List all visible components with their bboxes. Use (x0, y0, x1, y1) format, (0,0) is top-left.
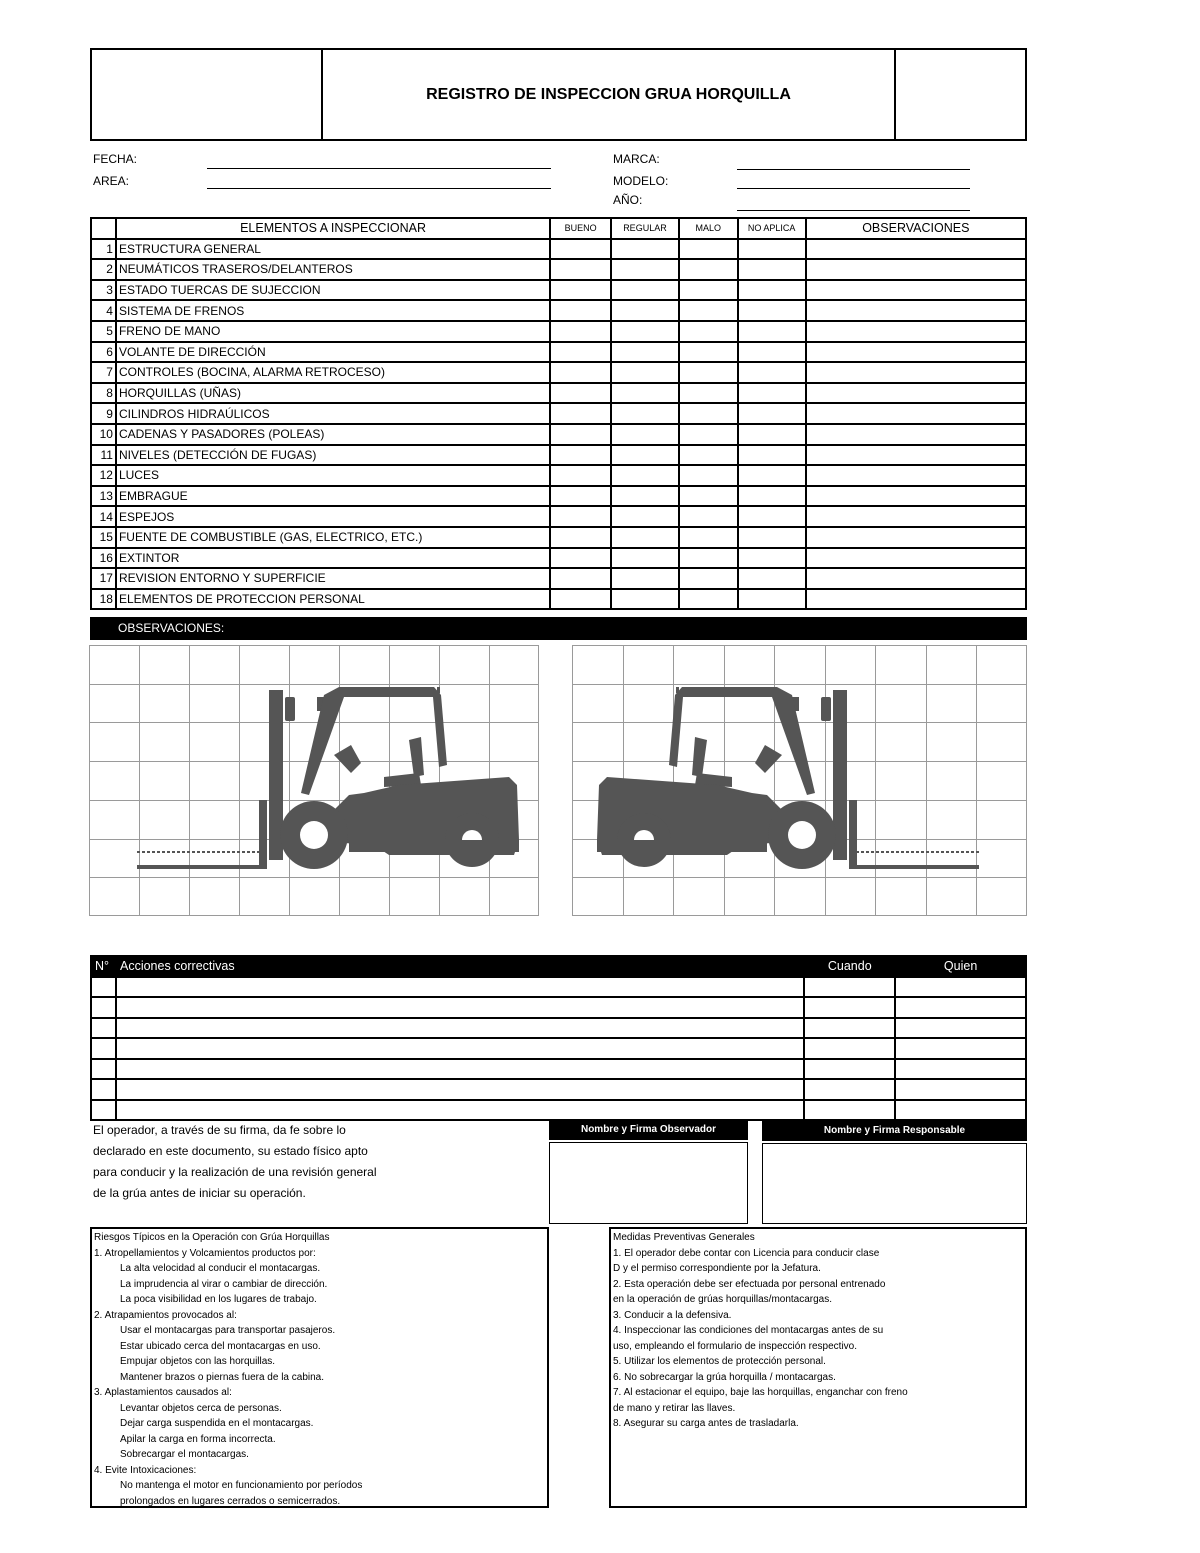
no-aplica-cell[interactable] (738, 300, 806, 321)
item-label: SISTEMA DE FRENOS (116, 300, 550, 321)
item-number: 10 (91, 424, 116, 445)
action-num-cell[interactable] (91, 1079, 116, 1100)
bueno-cell[interactable] (550, 321, 611, 342)
risk-line: Levantar objetos cerca de personas. (120, 1402, 282, 1414)
declaration-line: El operador, a través de su firma, da fe sobre lo (93, 1123, 346, 1137)
anio-label: AÑO: (613, 193, 643, 207)
bueno-cell[interactable] (550, 548, 611, 569)
regular-cell[interactable] (611, 527, 679, 548)
regular-cell[interactable] (611, 280, 679, 301)
risk-line: 2. Atrapamientos provocados al: (94, 1309, 237, 1321)
no-aplica-cell[interactable] (738, 362, 806, 383)
marca-field[interactable] (737, 169, 970, 170)
item-number: 9 (91, 403, 116, 424)
item-label: ESPEJOS (116, 506, 550, 527)
cuando-cell[interactable] (804, 977, 895, 998)
quien-cell[interactable] (895, 1059, 1026, 1080)
regular-cell[interactable] (611, 589, 679, 610)
malo-cell[interactable] (679, 403, 738, 424)
inspection-row (91, 424, 1026, 445)
observador-signature-label: Nombre y Firma Observador (549, 1120, 748, 1140)
risk-line: Estar ubicado cerca del montacargas en uso. (120, 1340, 321, 1352)
malo-cell[interactable] (679, 486, 738, 507)
risk-line: La imprudencia al virar o cambiar de dirección. (120, 1278, 328, 1290)
declaration-line: para conducir y la realización de una revisión general (93, 1165, 377, 1179)
regular-cell[interactable] (611, 506, 679, 527)
bueno-cell[interactable] (550, 465, 611, 486)
risk-line: Sobrecargar el montacargas. (120, 1449, 249, 1460)
item-label: LUCES (116, 465, 550, 486)
regular-cell[interactable] (611, 445, 679, 466)
inspection-row (91, 568, 1026, 589)
item-label: ELEMENTOS DE PROTECCION PERSONAL (116, 589, 550, 610)
measure-line: 2. Esta operación debe ser efectuada por personal entrenado (613, 1278, 886, 1290)
bueno-cell[interactable] (550, 486, 611, 507)
no-aplica-cell[interactable] (738, 589, 806, 610)
no-aplica-cell[interactable] (738, 342, 806, 363)
inspection-row (91, 527, 1026, 548)
declaration-line: declarado en este documento, su estado físico apto (93, 1144, 368, 1158)
action-num-cell[interactable] (91, 977, 116, 998)
item-label: CADENAS Y PASADORES (POLEAS) (116, 424, 550, 445)
no-aplica-cell[interactable] (738, 445, 806, 466)
regular-cell[interactable] (611, 548, 679, 569)
quien-cell[interactable] (895, 1038, 1026, 1059)
no-aplica-cell[interactable] (738, 424, 806, 445)
actions-num-header: N° (91, 956, 116, 977)
cuando-cell[interactable] (804, 1038, 895, 1059)
no-aplica-header: NO APLICA (738, 218, 806, 239)
observaciones-cell[interactable] (806, 342, 1026, 363)
no-aplica-cell[interactable] (738, 506, 806, 527)
item-label: FUENTE DE COMBUSTIBLE (GAS, ELECTRICO, ETC.) (116, 527, 550, 548)
observaciones-cell[interactable] (806, 300, 1026, 321)
area-label: AREA: (93, 174, 130, 188)
inspection-row (91, 486, 1026, 507)
action-num-cell[interactable] (91, 1038, 116, 1059)
quien-cell[interactable] (895, 1100, 1026, 1121)
declaration-line: de la grúa antes de iniciar su operación. (93, 1186, 306, 1200)
item-number: 11 (91, 445, 116, 466)
no-aplica-cell[interactable] (738, 239, 806, 260)
fecha-label: FECHA: (93, 152, 138, 166)
inspection-row (91, 548, 1026, 569)
measures-box (609, 1227, 1027, 1508)
bueno-cell[interactable] (550, 424, 611, 445)
no-aplica-cell[interactable] (738, 259, 806, 280)
action-row (91, 1059, 1026, 1080)
observaciones-cell[interactable] (806, 548, 1026, 569)
bueno-cell[interactable] (550, 568, 611, 589)
bueno-cell[interactable] (550, 403, 611, 424)
observaciones-cell[interactable] (806, 589, 1026, 610)
action-row (91, 997, 1026, 1018)
action-cell[interactable] (116, 1100, 804, 1121)
malo-cell[interactable] (679, 506, 738, 527)
observaciones-cell[interactable] (806, 383, 1026, 404)
cuando-cell[interactable] (804, 1059, 895, 1080)
observaciones-cell[interactable] (806, 321, 1026, 342)
inspection-table (90, 217, 1027, 610)
forklift-diagram-left (89, 645, 539, 916)
item-label: ESTRUCTURA GENERAL (116, 239, 550, 260)
malo-cell[interactable] (679, 548, 738, 569)
item-number: 8 (91, 383, 116, 404)
risk-line: Dejar carga suspendida en el montacargas. (120, 1418, 314, 1429)
logo-cell (92, 50, 323, 139)
quien-cell[interactable] (895, 977, 1026, 998)
quien-cell[interactable] (895, 1018, 1026, 1039)
item-label: ESTADO TUERCAS DE SUJECCION (116, 280, 550, 301)
item-number: 12 (91, 465, 116, 486)
observaciones-cell[interactable] (806, 527, 1026, 548)
action-row (91, 1079, 1026, 1100)
no-aplica-cell[interactable] (738, 465, 806, 486)
item-number: 5 (91, 321, 116, 342)
observaciones-bar: OBSERVACIONES: (90, 617, 1027, 640)
observaciones-cell[interactable] (806, 403, 1026, 424)
action-row (91, 1018, 1026, 1039)
risks-box (90, 1227, 549, 1508)
bueno-cell[interactable] (550, 362, 611, 383)
no-aplica-cell[interactable] (738, 383, 806, 404)
item-number: 16 (91, 548, 116, 569)
malo-cell[interactable] (679, 383, 738, 404)
regular-cell[interactable] (611, 362, 679, 383)
observaciones-cell[interactable] (806, 486, 1026, 507)
action-row (91, 1038, 1026, 1059)
risk-line: Empujar objetos con las horquillas. (120, 1356, 276, 1367)
malo-cell[interactable] (679, 589, 738, 610)
item-label: CILINDROS HIDRAÚLICOS (116, 403, 550, 424)
observaciones-cell[interactable] (806, 568, 1026, 589)
bueno-cell[interactable] (550, 445, 611, 466)
regular-cell[interactable] (611, 486, 679, 507)
operator-declaration (93, 1120, 533, 1204)
inspection-row (91, 239, 1026, 260)
observaciones-cell[interactable] (806, 239, 1026, 260)
measure-line: uso, empleando el formulario de inspección respectivo. (613, 1340, 858, 1352)
regular-cell[interactable] (611, 383, 679, 404)
regular-cell[interactable] (611, 321, 679, 342)
bueno-cell[interactable] (550, 506, 611, 527)
inspection-header-row (91, 218, 1026, 239)
malo-cell[interactable] (679, 321, 738, 342)
observaciones-cell[interactable] (806, 424, 1026, 445)
risk-line: prolongados en lugares cerrados o semicerrados. (120, 1495, 341, 1507)
malo-cell[interactable] (679, 568, 738, 589)
action-cell[interactable] (116, 1038, 804, 1059)
risk-line: 3. Aplastamientos causados al: (94, 1387, 232, 1398)
no-aplica-cell[interactable] (738, 568, 806, 589)
action-cell[interactable] (116, 977, 804, 998)
inspection-row (91, 383, 1026, 404)
item-label: REVISION ENTORNO Y SUPERFICIE (116, 568, 550, 589)
measure-line: D y el permiso correspondiente por la Jefatura. (613, 1263, 821, 1274)
inspection-row (91, 403, 1026, 424)
regular-cell[interactable] (611, 239, 679, 260)
risk-line: Usar el montacargas para transportar pasajeros. (120, 1325, 336, 1336)
regular-header: REGULAR (611, 218, 679, 239)
malo-cell[interactable] (679, 300, 738, 321)
inspection-row (91, 300, 1026, 321)
risk-line: Mantener brazos o piernas fuera de la cabina. (120, 1371, 325, 1383)
item-number: 13 (91, 486, 116, 507)
regular-cell[interactable] (611, 259, 679, 280)
bueno-cell[interactable] (550, 383, 611, 404)
malo-cell[interactable] (679, 239, 738, 260)
cuando-cell[interactable] (804, 1100, 895, 1121)
action-num-cell[interactable] (91, 1018, 116, 1039)
action-cell[interactable] (116, 1018, 804, 1039)
cuando-cell[interactable] (804, 997, 895, 1018)
item-label: EXTINTOR (116, 548, 550, 569)
action-row (91, 1100, 1026, 1121)
item-label: NIVELES (DETECCIÓN DE FUGAS) (116, 445, 550, 466)
cuando-cell[interactable] (804, 1018, 895, 1039)
no-aplica-cell[interactable] (738, 321, 806, 342)
marca-label: MARCA: (613, 152, 660, 166)
regular-cell[interactable] (611, 465, 679, 486)
malo-cell[interactable] (679, 280, 738, 301)
action-cell[interactable] (116, 1079, 804, 1100)
bueno-cell[interactable] (550, 342, 611, 363)
item-label: FRENO DE MANO (116, 321, 550, 342)
risk-line: 4. Evite Intoxicaciones: (94, 1464, 197, 1476)
action-cell[interactable] (116, 1059, 804, 1080)
bueno-cell[interactable] (550, 239, 611, 260)
inspection-row (91, 445, 1026, 466)
malo-cell[interactable] (679, 424, 738, 445)
acciones-header: Acciones correctivas (116, 956, 804, 977)
item-number: 15 (91, 527, 116, 548)
observaciones-cell[interactable] (806, 465, 1026, 486)
item-number: 6 (91, 342, 116, 363)
bueno-header: BUENO (550, 218, 611, 239)
measure-line: 1. El operador debe contar con Licencia para conducir clase (613, 1247, 880, 1259)
malo-cell[interactable] (679, 465, 738, 486)
responsable-signature-box[interactable] (762, 1143, 1027, 1224)
malo-cell[interactable] (679, 445, 738, 466)
no-aplica-cell[interactable] (738, 280, 806, 301)
inspection-row (91, 589, 1026, 610)
regular-cell[interactable] (611, 342, 679, 363)
action-row (91, 977, 1026, 998)
inspection-row (91, 280, 1026, 301)
modelo-field[interactable] (737, 188, 970, 189)
modelo-label: MODELO: (613, 174, 669, 188)
area-field[interactable] (207, 188, 551, 189)
cuando-cell[interactable] (804, 1079, 895, 1100)
forklift-diagram-right (572, 645, 1027, 916)
bueno-cell[interactable] (550, 300, 611, 321)
forklift-icon-left (137, 687, 519, 869)
malo-cell[interactable] (679, 362, 738, 383)
regular-cell[interactable] (611, 300, 679, 321)
cuando-header: Cuando (804, 956, 895, 977)
measure-line: 5. Utilizar los elementos de protección personal. (613, 1356, 826, 1367)
form-title: REGISTRO DE INSPECCION GRUA HORQUILLA (426, 85, 791, 103)
form-header (90, 48, 1027, 141)
observaciones-header: OBSERVACIONES (806, 218, 1026, 239)
actions-header-row (91, 956, 1026, 977)
regular-cell[interactable] (611, 403, 679, 424)
risk-line: La alta velocidad al conducir el montacargas. (120, 1263, 321, 1274)
measure-line: 7. Al estacionar el equipo, baje las horquillas, enganchar con freno (613, 1387, 908, 1398)
responsable-signature-label: Nombre y Firma Responsable (762, 1121, 1027, 1141)
observaciones-cell[interactable] (806, 506, 1026, 527)
inspection-row (91, 342, 1026, 363)
item-number: 3 (91, 280, 116, 301)
measure-line: 3. Conducir a la defensiva. (613, 1309, 732, 1321)
no-aplica-cell[interactable] (738, 527, 806, 548)
measure-line: 4. Inspeccionar las condiciones del montacargas antes de su (613, 1325, 884, 1336)
measure-line: en la operación de grúas horquillas/montacargas. (613, 1294, 833, 1305)
risk-line: La poca visibilidad en los lugares de trabajo. (120, 1294, 317, 1305)
bueno-cell[interactable] (550, 280, 611, 301)
fecha-field[interactable] (207, 168, 551, 169)
observaciones-cell[interactable] (806, 259, 1026, 280)
item-label: HORQUILLAS (UÑAS) (116, 383, 550, 404)
inspection-row (91, 506, 1026, 527)
bueno-cell[interactable] (550, 527, 611, 548)
item-number: 2 (91, 259, 116, 280)
measure-line: de mano y retirar las llaves. (613, 1402, 736, 1414)
measure-line: 6. No sobrecargar la grúa horquilla / montacargas. (613, 1371, 836, 1383)
observaciones-cell[interactable] (806, 362, 1026, 383)
item-label: EMBRAGUE (116, 486, 550, 507)
inspection-row (91, 465, 1026, 486)
observaciones-cell[interactable] (806, 445, 1026, 466)
num-header (91, 218, 116, 239)
inspection-row (91, 259, 1026, 280)
malo-cell[interactable] (679, 342, 738, 363)
quien-cell[interactable] (895, 997, 1026, 1018)
elementos-header: ELEMENTOS A INSPECCIONAR (116, 218, 550, 239)
risk-line: 1. Atropellamientos y Volcamientos productos por: (94, 1247, 316, 1259)
malo-cell[interactable] (679, 527, 738, 548)
risk-line: No mantenga el motor en funcionamiento por períodos (120, 1480, 363, 1491)
malo-cell[interactable] (679, 259, 738, 280)
item-label: CONTROLES (BOCINA, ALARMA RETROCESO) (116, 362, 550, 383)
forklift-icon-right (597, 687, 979, 869)
item-label: VOLANTE DE DIRECCIÓN (116, 342, 550, 363)
observaciones-cell[interactable] (806, 280, 1026, 301)
item-number: 18 (91, 589, 116, 610)
bueno-cell[interactable] (550, 259, 611, 280)
regular-cell[interactable] (611, 424, 679, 445)
item-number: 4 (91, 300, 116, 321)
malo-header: MALO (679, 218, 738, 239)
action-cell[interactable] (116, 997, 804, 1018)
measure-line: 8. Asegurar su carga antes de trasladarla. (613, 1418, 799, 1429)
observador-signature-box[interactable] (549, 1142, 748, 1224)
item-number: 1 (91, 239, 116, 260)
item-number: 14 (91, 506, 116, 527)
bueno-cell[interactable] (550, 589, 611, 610)
measure-line: Medidas Preventivas Generales (613, 1232, 755, 1243)
regular-cell[interactable] (611, 568, 679, 589)
item-number: 17 (91, 568, 116, 589)
risk-line: Apilar la carga en forma incorrecta. (120, 1433, 276, 1445)
quien-cell[interactable] (895, 1079, 1026, 1100)
item-label: NEUMÁTICOS TRASEROS/DELANTEROS (116, 259, 550, 280)
action-num-cell[interactable] (91, 1100, 116, 1121)
no-aplica-cell[interactable] (738, 403, 806, 424)
code-cell (894, 50, 1025, 139)
risk-line: Riesgos Típicos en la Operación con Grúa Horquillas (94, 1232, 330, 1243)
anio-field[interactable] (737, 210, 970, 211)
action-num-cell[interactable] (91, 997, 116, 1018)
inspection-row (91, 362, 1026, 383)
action-num-cell[interactable] (91, 1059, 116, 1080)
quien-header: Quien (895, 956, 1026, 977)
no-aplica-cell[interactable] (738, 548, 806, 569)
no-aplica-cell[interactable] (738, 486, 806, 507)
item-number: 7 (91, 362, 116, 383)
inspection-row (91, 321, 1026, 342)
actions-table (90, 955, 1027, 1121)
